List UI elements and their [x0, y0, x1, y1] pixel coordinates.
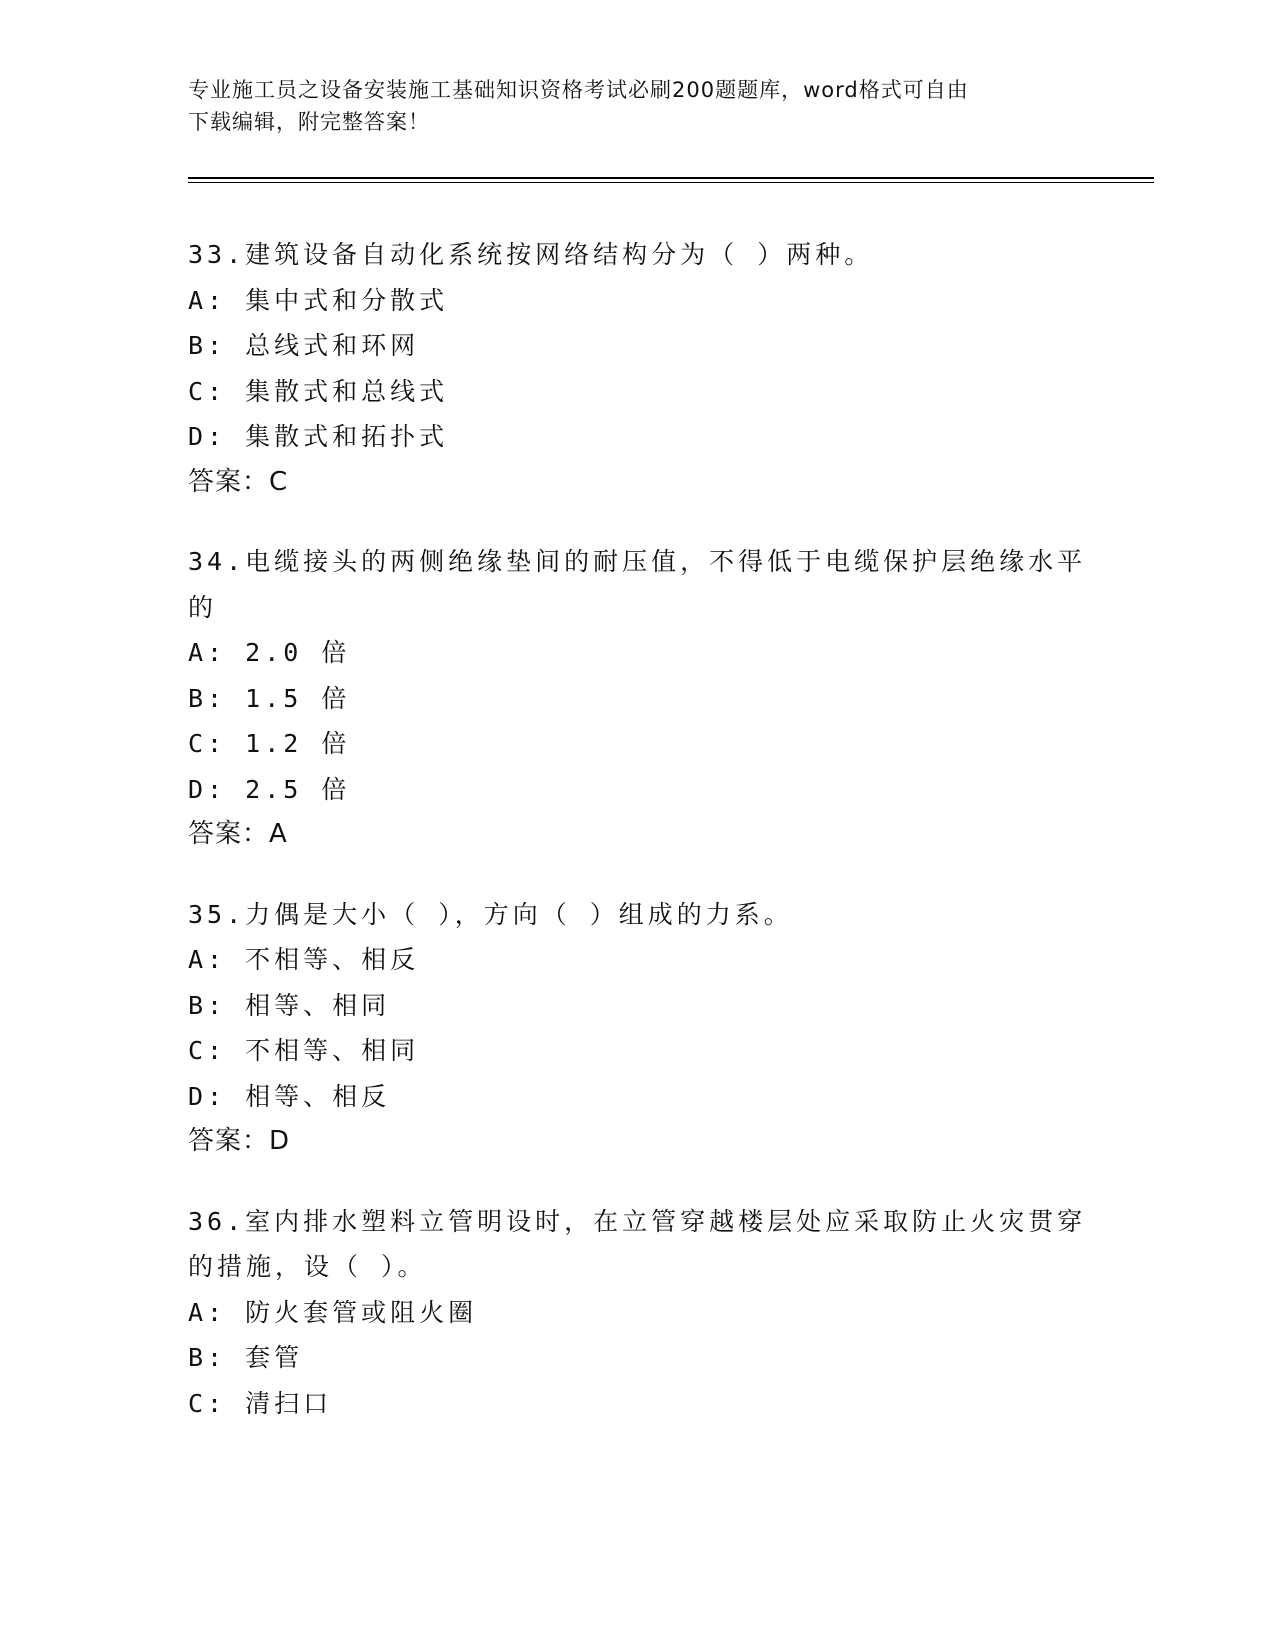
header-title-line-1: 专业施工员之设备安装施工基础知识资格考试必刷200题题库，word格式可自由: [188, 78, 969, 102]
option-b: B: 1.5 倍: [188, 683, 351, 713]
question-stem-continued: 的措施，设（ ）。: [188, 1252, 427, 1281]
question-stem: 33.建筑设备自动化系统按网络结构分为（ ）两种。: [188, 240, 874, 269]
question-35: [188, 892, 1088, 1165]
option-a: A: 集中式和分散式: [188, 285, 449, 315]
option-b: B: 套管: [188, 1343, 304, 1372]
question-34: [188, 539, 1088, 858]
header-divider-thin: [188, 182, 1154, 183]
answer-label: 答案：C: [188, 466, 289, 497]
option-a: A: 不相等、相反: [188, 945, 420, 974]
answer-label: 答案：D: [188, 1126, 291, 1156]
question-stem: 36.室内排水塑料立管明设时，在立管穿越楼层处应采取防止火灾贯穿: [188, 1206, 1087, 1236]
question-list: [188, 232, 1088, 1460]
document-header: [188, 74, 1068, 138]
option-a: A: 防火套管或阻火圈: [188, 1297, 478, 1327]
option-b: B: 相等、相同: [188, 990, 391, 1020]
option-c: C: 集散式和总线式: [188, 376, 449, 406]
question-33: [188, 232, 1088, 505]
option-d: D: 集散式和拓扑式: [188, 422, 449, 451]
option-c: C: 清扫口: [188, 1388, 333, 1418]
question-stem-continued: 的: [188, 592, 218, 622]
question-stem: 34.电缆接头的两侧绝缘垫间的耐压值，不得低于电缆保护层绝缘水平: [188, 547, 1087, 576]
header-divider-thick: [188, 177, 1154, 179]
header-title-line-2: 下载编辑，附完整答案！: [188, 110, 430, 134]
option-a: A: 2.0 倍: [188, 638, 351, 667]
option-d: D: 2.5 倍: [188, 774, 351, 804]
answer-label: 答案：A: [188, 819, 288, 849]
option-d: D: 相等、相反: [188, 1081, 391, 1111]
question-36: [188, 1199, 1088, 1427]
option-c: C: 1.2 倍: [188, 729, 351, 758]
option-c: C: 不相等、相同: [188, 1036, 420, 1065]
option-b: B: 总线式和环网: [188, 331, 420, 360]
question-stem: 35.力偶是大小（ ），方向（ ）组成的力系。: [188, 899, 793, 929]
